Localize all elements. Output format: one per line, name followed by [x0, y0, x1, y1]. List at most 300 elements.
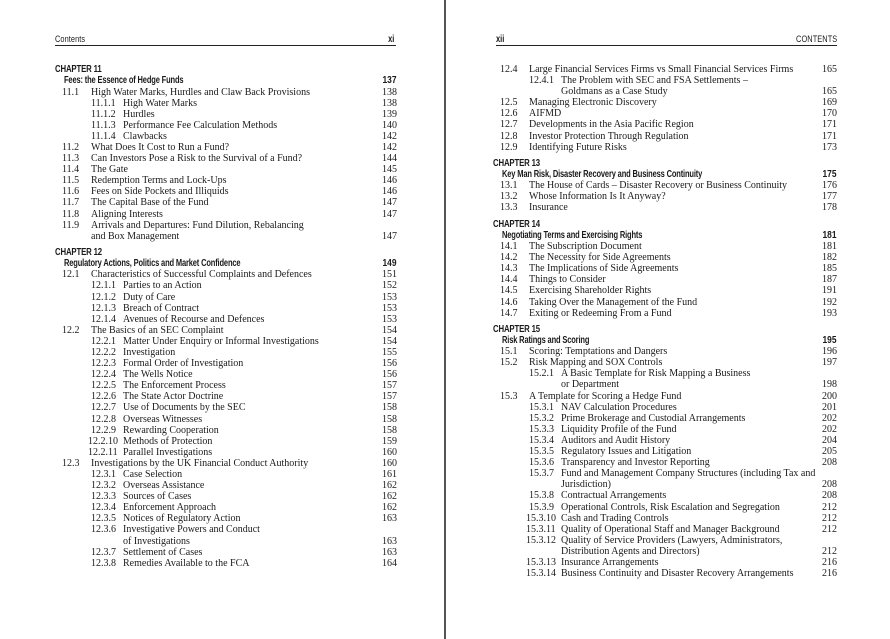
entry-number: 11.7: [62, 197, 80, 209]
entry-number: 12.2.4: [91, 369, 116, 381]
entry-number: 15.3: [500, 390, 518, 402]
entry-page-number: 138: [382, 86, 397, 98]
entry-page-number: 178: [822, 202, 837, 214]
entry-number: 13.2: [500, 191, 518, 203]
toc-entry[interactable]: [493, 435, 837, 446]
toc-entry[interactable]: [55, 469, 397, 480]
toc-entry[interactable]: [55, 491, 397, 502]
entry-title: Transparency and Investor Reporting: [561, 457, 710, 469]
entry-page-number: 200: [822, 390, 837, 402]
entry-page-number: 154: [382, 324, 397, 336]
toc-entry[interactable]: [55, 436, 397, 447]
entry-title-continuation: and Box Management: [91, 230, 180, 242]
toc-entry[interactable]: [55, 447, 397, 458]
entry-title: The Necessity for Side Agreements: [529, 252, 671, 264]
toc-entry[interactable]: [55, 142, 397, 153]
entry-title-continuation: Distribution Agents and Directors): [561, 545, 700, 557]
toc-entry[interactable]: [55, 513, 397, 524]
entry-page-number: 164: [382, 557, 397, 569]
entry-page-number: 138: [382, 97, 397, 109]
entry-page-number: 163: [382, 546, 397, 558]
entry-title: Exercising Shareholder Rights: [529, 285, 652, 297]
entry-page-number: 153: [382, 291, 397, 303]
toc-entry[interactable]: [55, 292, 397, 303]
entry-number: 11.5: [62, 175, 80, 187]
entry-page-number: 165: [822, 64, 837, 75]
chapter-title-row[interactable]: [493, 335, 837, 347]
toc-entry[interactable]: [55, 414, 397, 425]
entry-number: 12.2.8: [91, 413, 116, 425]
entry-title: Regulatory Issues and Litigation: [561, 446, 692, 458]
entry-number: 14.5: [500, 285, 518, 297]
entry-number: 12.1: [62, 269, 80, 281]
entry-title: NAV Calculation Procedures: [561, 401, 677, 413]
entry-number: 12.2: [62, 324, 80, 336]
entry-title: The Basics of an SEC Complaint: [91, 324, 224, 336]
entry-page-number: 171: [822, 130, 837, 142]
entry-page-number: 154: [382, 335, 397, 347]
toc-entry[interactable]: [55, 164, 397, 175]
toc-entry[interactable]: [493, 285, 837, 296]
chapter-page-number: 137: [382, 74, 397, 86]
chapter-section: [493, 324, 837, 579]
chapter-section: [55, 64, 397, 242]
page-number: xi: [387, 34, 394, 45]
entry-title: The Gate: [91, 164, 128, 176]
entry-title: Duty of Care: [123, 291, 176, 303]
table-of-contents: [493, 64, 837, 579]
entry-number: 11.1: [62, 86, 80, 98]
entry-page-number: 212: [822, 512, 837, 524]
toc-entry-continuation[interactable]: [55, 231, 397, 242]
entry-page-number: 158: [382, 402, 397, 414]
entry-title: Investor Protection Through Regulation: [529, 130, 689, 142]
entry-page-number: 153: [382, 313, 397, 325]
entry-title: Things to Consider: [529, 274, 606, 286]
entry-number: 15.2.1: [529, 368, 554, 380]
entry-title: Insurance Arrangements: [561, 556, 659, 568]
chapter-label: CHAPTER 13: [493, 157, 540, 169]
entry-number: 15.3.6: [529, 457, 554, 469]
entry-number: 11.4: [62, 164, 80, 176]
toc-entry[interactable]: [493, 252, 837, 263]
entry-title: High Water Marks, Hurdles and Claw Back Provisions: [91, 86, 310, 98]
chapter-page-number: 181: [822, 228, 837, 241]
toc-entry[interactable]: [493, 468, 837, 479]
toc-entry[interactable]: [55, 547, 397, 558]
toc-entry[interactable]: [493, 413, 837, 424]
entry-number: 12.2.5: [91, 380, 116, 392]
entry-page-number: 139: [382, 108, 397, 120]
toc-entry[interactable]: [493, 75, 837, 86]
entry-number: 14.2: [500, 252, 518, 264]
running-head-title: CONTENTS: [795, 34, 837, 44]
entry-page-number: 216: [822, 556, 837, 568]
entry-page-number: 159: [382, 435, 397, 447]
toc-entry[interactable]: [55, 524, 397, 535]
entry-number: 15.3.13: [526, 556, 556, 568]
entry-page-number: 181: [822, 241, 837, 253]
entry-number: 15.3.10: [526, 512, 556, 524]
entry-number: 12.2.11: [88, 446, 118, 458]
toc-entry[interactable]: [493, 180, 837, 191]
toc-entry[interactable]: [493, 490, 837, 501]
entry-title: High Water Marks: [123, 97, 197, 109]
toc-entry-continuation[interactable]: [493, 546, 837, 557]
entry-page-number: 204: [822, 434, 837, 446]
toc-entry[interactable]: [55, 502, 397, 513]
entry-title: The State Actor Doctrine: [123, 391, 224, 403]
entry-title: Characteristics of Successful Complaints and Defences: [91, 269, 312, 281]
entry-page-number: 187: [822, 274, 837, 286]
toc-entry-continuation[interactable]: [493, 479, 837, 490]
entry-title-continuation: Goldmans as a Case Study: [561, 86, 668, 98]
entry-page-number: 145: [382, 164, 397, 176]
entry-title: The Subscription Document: [529, 241, 642, 253]
toc-entry[interactable]: [55, 120, 397, 131]
entry-title: Whose Information Is It Anyway?: [529, 191, 666, 203]
toc-entry[interactable]: [55, 303, 397, 314]
toc-entry[interactable]: [493, 119, 837, 130]
entry-number: 12.4: [500, 64, 518, 75]
toc-entry[interactable]: [493, 513, 837, 524]
entry-title: The Wells Notice: [123, 369, 193, 381]
entry-number: 15.3.14: [526, 568, 556, 580]
entry-number: 13.1: [500, 180, 518, 192]
toc-entry[interactable]: [493, 97, 837, 108]
entry-title: Risk Mapping and SOX Controls: [529, 357, 663, 369]
entry-page-number: 208: [822, 479, 837, 491]
entry-page-number: 165: [822, 86, 837, 98]
running-head: [496, 33, 837, 46]
entry-page-number: 147: [382, 197, 397, 209]
toc-entry[interactable]: [493, 535, 837, 546]
entry-title-continuation: of Investigations: [123, 535, 190, 547]
entry-title: A Basic Template for Risk Mapping a Business: [561, 368, 751, 380]
entry-title-continuation: or Department: [561, 379, 620, 391]
entry-title: Taking Over the Management of the Fund: [529, 296, 698, 308]
entry-number: 12.1.1: [91, 280, 116, 292]
toc-entry[interactable]: [55, 186, 397, 197]
entry-number: 12.3.4: [91, 502, 116, 514]
chapter-section: [55, 247, 397, 569]
entry-number: 12.3.5: [91, 513, 116, 525]
entry-number: 15.2: [500, 357, 518, 369]
entry-number: 12.2.3: [91, 358, 116, 370]
toc-entry[interactable]: [55, 325, 397, 336]
toc-entry[interactable]: [55, 280, 397, 291]
entry-number: 12.3: [62, 457, 80, 469]
entry-number: 12.3.8: [91, 557, 116, 569]
entry-page-number: 176: [822, 180, 837, 192]
entry-title: Overseas Witnesses: [123, 413, 203, 425]
toc-entry[interactable]: [55, 197, 397, 208]
toc-entry-continuation[interactable]: [493, 379, 837, 390]
entry-page-number: 142: [382, 130, 397, 142]
chapter-label: CHAPTER 11: [55, 64, 102, 75]
toc-entry-continuation[interactable]: [55, 536, 397, 547]
toc-entry[interactable]: [55, 358, 397, 369]
entry-number: 12.2.6: [91, 391, 116, 403]
entry-title: Avenues of Recourse and Defences: [123, 313, 265, 325]
chapter-title: Negotiating Terms and Exercising Rights: [502, 229, 643, 241]
entry-title: Overseas Assistance: [123, 480, 205, 492]
entry-page-number: 202: [822, 423, 837, 435]
toc-entry[interactable]: [493, 241, 837, 252]
entry-page-number: 162: [382, 480, 397, 492]
entry-page-number: 163: [382, 535, 397, 547]
entry-number: 12.1.3: [91, 302, 116, 314]
toc-entry[interactable]: [55, 209, 397, 220]
toc-entry[interactable]: [55, 175, 397, 186]
entry-title: Parallel Investigations: [123, 446, 213, 458]
entry-title: Clawbacks: [123, 130, 167, 142]
entry-page-number: 173: [822, 141, 837, 153]
toc-entry[interactable]: [493, 357, 837, 368]
entry-title: Liquidity Profile of the Fund: [561, 423, 677, 435]
entry-number: 12.4.1: [529, 75, 554, 87]
chapter-title: Key Man Risk, Disaster Recovery and Business Continuity: [502, 168, 703, 180]
entry-page-number: 171: [822, 119, 837, 131]
entry-page-number: 158: [382, 424, 397, 436]
toc-entry[interactable]: [55, 336, 397, 347]
entry-number: 11.1.3: [91, 119, 116, 131]
entry-number: 15.1: [500, 346, 518, 358]
toc-entry[interactable]: [493, 557, 837, 568]
entry-page-number: 170: [822, 108, 837, 120]
entry-page-number: 185: [822, 263, 837, 275]
running-head-title: Contents: [55, 34, 86, 44]
toc-entry[interactable]: [493, 446, 837, 457]
entry-title: Large Financial Services Firms vs Small Financial Services Firms: [529, 64, 794, 75]
chapter-title-row[interactable]: [493, 169, 837, 181]
chapter-page-number: 175: [822, 167, 837, 180]
entry-title: Formal Order of Investigation: [123, 358, 244, 370]
entry-number: 12.3.1: [91, 469, 116, 480]
running-head: [55, 33, 396, 46]
entry-number: 11.1.1: [91, 97, 116, 109]
chapter-title: Regulatory Actions, Politics and Market Confidence: [64, 257, 241, 269]
entry-page-number: 201: [822, 401, 837, 413]
chapter-title-row[interactable]: [55, 258, 397, 270]
entry-page-number: 152: [382, 280, 397, 292]
toc-entry[interactable]: [55, 380, 397, 391]
entry-page-number: 216: [822, 568, 837, 580]
toc-entry-continuation[interactable]: [493, 86, 837, 97]
chapter-page-number: 149: [382, 256, 397, 269]
toc-entry[interactable]: [493, 263, 837, 274]
toc-entry[interactable]: [55, 425, 397, 436]
entry-title-continuation: Jurisdiction): [561, 479, 611, 491]
entry-page-number: 153: [382, 302, 397, 314]
entry-title: The Capital Base of the Fund: [91, 197, 209, 209]
toc-entry[interactable]: [493, 346, 837, 357]
entry-title: Parties to an Action: [123, 280, 202, 292]
entry-page-number: 157: [382, 380, 397, 392]
entry-title: Performance Fee Calculation Methods: [123, 119, 278, 131]
toc-entry[interactable]: [493, 457, 837, 468]
toc-entry[interactable]: [55, 153, 397, 164]
entry-title: AIFMD: [529, 108, 562, 120]
toc-entry[interactable]: [493, 64, 837, 75]
toc-entry[interactable]: [493, 402, 837, 413]
chapter-section: [493, 158, 837, 214]
entry-page-number: 157: [382, 391, 397, 403]
toc-entry[interactable]: [493, 424, 837, 435]
chapter-label: CHAPTER 12: [55, 246, 102, 258]
entry-title: The Enforcement Process: [123, 380, 226, 392]
entry-page-number: 212: [822, 501, 837, 513]
toc-entry[interactable]: [493, 274, 837, 285]
entry-number: 13.3: [500, 202, 518, 214]
entry-title: Redemption Terms and Lock-Ups: [91, 175, 227, 187]
entry-page-number: 160: [382, 446, 397, 458]
entry-title: The Problem with SEC and FSA Settlements –: [561, 75, 748, 87]
toc-entry[interactable]: [55, 558, 397, 569]
entry-number: 12.2.7: [91, 402, 116, 414]
entry-title: Scoring: Temptations and Dangers: [529, 346, 668, 358]
entry-page-number: 198: [822, 379, 837, 391]
entry-number: 12.3.7: [91, 546, 116, 558]
entry-page-number: 156: [382, 369, 397, 381]
toc-entry[interactable]: [55, 391, 397, 402]
entry-title: Investigations by the UK Financial Conduct Authority: [91, 457, 309, 469]
toc-entry[interactable]: [493, 502, 837, 513]
entry-number: 12.2.9: [91, 424, 116, 436]
entry-number: 11.1.2: [91, 108, 116, 120]
entry-title: Settlement of Cases: [123, 546, 203, 558]
entry-page-number: 212: [822, 545, 837, 557]
toc-entry[interactable]: [55, 98, 397, 109]
entry-number: 15.3.3: [529, 423, 554, 435]
entry-number: 15.3.9: [529, 501, 554, 513]
entry-title: Investigation: [123, 346, 176, 358]
toc-entry[interactable]: [493, 108, 837, 119]
entry-number: 12.2.2: [91, 346, 116, 358]
toc-entry[interactable]: [55, 369, 397, 380]
entry-title: The Implications of Side Agreements: [529, 263, 679, 275]
entry-page-number: 182: [822, 252, 837, 264]
entry-number: 14.3: [500, 263, 518, 275]
entry-page-number: 212: [822, 523, 837, 535]
toc-entry[interactable]: [493, 308, 837, 319]
entry-page-number: 158: [382, 413, 397, 425]
entry-title: Prime Brokerage and Custodial Arrangements: [561, 412, 746, 424]
entry-number: 15.3.1: [529, 401, 554, 413]
toc-entry[interactable]: [493, 368, 837, 379]
entry-page-number: 163: [382, 513, 397, 525]
toc-entry[interactable]: [55, 131, 397, 142]
entry-page-number: 177: [822, 191, 837, 203]
toc-entry[interactable]: [493, 297, 837, 308]
entry-number: 12.3.6: [91, 524, 116, 536]
entry-number: 12.2.1: [91, 335, 116, 347]
entry-number: 15.3.5: [529, 446, 554, 458]
entry-title: Fund and Management Company Structures (including Tax and: [561, 468, 816, 480]
toc-entry[interactable]: [55, 402, 397, 413]
toc-entry[interactable]: [55, 109, 397, 120]
entry-number: 12.3.2: [91, 480, 116, 492]
entry-title: Matter Under Enquiry or Informal Investigations: [123, 335, 319, 347]
entry-page-number: 202: [822, 412, 837, 424]
entry-title: Quality of Service Providers (Lawyers, Administrators,: [561, 534, 783, 546]
entry-page-number: 146: [382, 186, 397, 198]
entry-page-number: 151: [382, 269, 397, 281]
entry-number: 12.6: [500, 108, 518, 120]
toc-entry[interactable]: [55, 458, 397, 469]
entry-title: What Does It Cost to Run a Fund?: [91, 141, 230, 153]
entry-number: 15.3.7: [529, 468, 554, 480]
toc-entry[interactable]: [493, 131, 837, 142]
page-number: xii: [496, 34, 505, 45]
entry-title: Methods of Protection: [123, 435, 213, 447]
entry-number: 15.3.12: [526, 534, 556, 546]
entry-title: A Template for Scoring a Hedge Fund: [529, 390, 682, 402]
entry-page-number: 147: [382, 208, 397, 220]
chapter-title-row[interactable]: [493, 230, 837, 242]
toc-entry[interactable]: [55, 480, 397, 491]
entry-number: 12.7: [500, 119, 518, 131]
entry-page-number: 160: [382, 457, 397, 469]
entry-page-number: 208: [822, 457, 837, 469]
toc-entry[interactable]: [493, 524, 837, 535]
toc-entry[interactable]: [55, 314, 397, 325]
entry-page-number: 197: [822, 357, 837, 369]
entry-page-number: 162: [382, 502, 397, 514]
entry-page-number: 192: [822, 296, 837, 308]
entry-number: 15.3.2: [529, 412, 554, 424]
entry-number: 11.6: [62, 186, 80, 198]
entry-title: Aligning Interests: [91, 208, 163, 220]
chapter-section: [493, 219, 837, 319]
entry-title: Developments in the Asia Pacific Region: [529, 119, 694, 131]
entry-page-number: 162: [382, 491, 397, 503]
entry-number: 14.7: [500, 307, 518, 319]
entry-number: 14.1: [500, 241, 518, 253]
toc-entry[interactable]: [55, 220, 397, 231]
entry-title: Quality of Operational Staff and Manager Background: [561, 523, 780, 535]
left-page: [0, 0, 444, 639]
entry-title: Rewarding Cooperation: [123, 424, 219, 436]
toc-entry[interactable]: [493, 191, 837, 202]
toc-entry[interactable]: [493, 568, 837, 579]
entry-page-number: 147: [382, 230, 397, 242]
entry-title: Sources of Cases: [123, 491, 192, 503]
entry-number: 11.1.4: [91, 130, 116, 142]
entry-number: 15.3.11: [526, 523, 556, 535]
entry-page-number: 142: [382, 141, 397, 153]
toc-entry[interactable]: [493, 142, 837, 153]
entry-number: 15.3.8: [529, 490, 554, 502]
chapter-label: CHAPTER 14: [493, 218, 540, 230]
toc-entry[interactable]: [493, 391, 837, 402]
entry-title: Insurance: [529, 202, 568, 214]
entry-number: 12.2.10: [88, 435, 118, 447]
chapter-title: Fees: the Essence of Hedge Funds: [64, 75, 184, 86]
entry-title: Notices of Regulatory Action: [123, 513, 241, 525]
entry-title: Business Continuity and Disaster Recovery Arrangements: [561, 568, 794, 580]
toc-entry[interactable]: [493, 202, 837, 213]
entry-number: 12.3.3: [91, 491, 116, 503]
entry-number: 12.9: [500, 141, 518, 153]
entry-number: 14.6: [500, 296, 518, 308]
entry-page-number: 144: [382, 153, 397, 165]
entry-title: Auditors and Audit History: [561, 434, 671, 446]
toc-entry[interactable]: [55, 347, 397, 358]
chapter-title-row[interactable]: [55, 75, 397, 87]
toc-entry[interactable]: [55, 269, 397, 280]
toc-entry[interactable]: [55, 87, 397, 98]
